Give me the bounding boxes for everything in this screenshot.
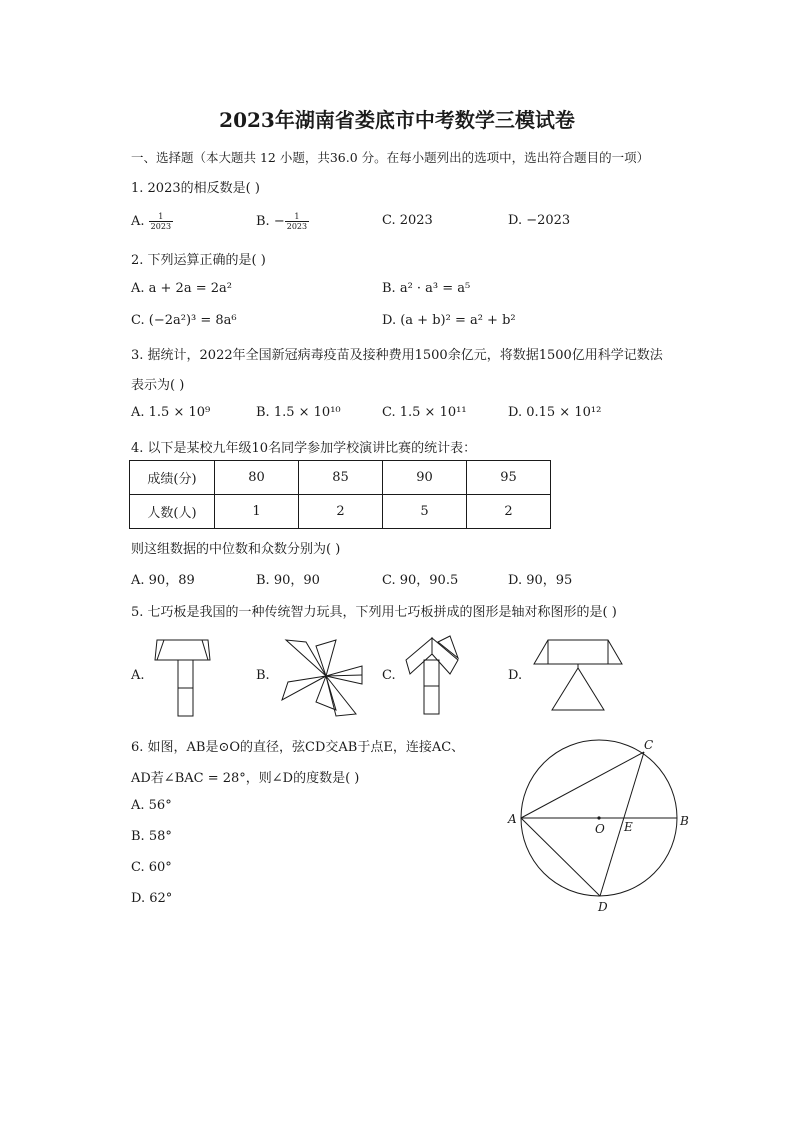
- q1-b-numerator: 1: [285, 212, 309, 222]
- q4-option-c: C. 90，90.5: [382, 573, 459, 588]
- label-o: O: [595, 822, 605, 836]
- q4-option-a: A. 90，89: [131, 573, 195, 588]
- q2-option-d: D. (a + b)² = a² + b²: [382, 313, 516, 328]
- q4-stem: 4. 以下是某校九年级10名同学参加学校演讲比赛的统计表：: [131, 441, 477, 456]
- table-row: [130, 495, 551, 529]
- q6-option-c: C. 60°: [131, 860, 172, 875]
- q2-option-c: C. (−2a²)³ = 8a⁶: [131, 313, 237, 328]
- q6-option-d: D. 62°: [131, 891, 173, 906]
- q1-a-numerator: 1: [149, 212, 173, 222]
- label-e: E: [624, 820, 633, 834]
- q3-option-b: B. 1.5 × 10¹⁰: [256, 405, 341, 420]
- table-row: [130, 461, 551, 495]
- q2-option-a: A. a + 2a = 2a²: [131, 281, 232, 296]
- section-heading: 一、选择题（本大题共 12 小题，共36.0 分。在每小题列出的选项中，选出符合题目的一项）: [131, 150, 650, 165]
- q4-followup: 则这组数据的中位数和众数分别为( ): [131, 542, 341, 557]
- q1-option-b-fraction: [285, 212, 309, 231]
- q4-option-b: B. 90，90: [256, 573, 320, 588]
- q1-option-d: D. −2023: [508, 213, 571, 228]
- table-cell: 85: [299, 461, 383, 495]
- q1-option-a-fraction: [149, 212, 173, 231]
- tangram-figure-a: [150, 636, 220, 718]
- circle-geometry-figure: [500, 735, 700, 920]
- q1-option-a: [131, 212, 173, 231]
- q1-option-b: [256, 212, 309, 231]
- q6-option-b: B. 58°: [131, 829, 172, 844]
- q6-option-a: A. 56°: [131, 798, 172, 813]
- table-cell: 2: [299, 495, 383, 529]
- table-cell: 5: [383, 495, 467, 529]
- q3-stem-line1: 3. 据统计，2022年全国新冠病毒疫苗及接种费用1500余亿元，将数据1500亿用科学记数法: [131, 348, 663, 363]
- q5-option-b-label: B.: [256, 668, 270, 683]
- q1-option-b-sign: −: [273, 214, 285, 229]
- q1-stem: 1. 2023的相反数是( ): [131, 181, 260, 196]
- table-cell: 80: [215, 461, 299, 495]
- q1-option-c: C. 2023: [382, 213, 433, 228]
- chord-ac: [521, 752, 644, 818]
- label-c: C: [644, 738, 654, 752]
- q5-option-a-label: A.: [131, 668, 145, 683]
- q3-option-a: A. 1.5 × 10⁹: [131, 405, 211, 420]
- q3-stem-line2: 表示为( ): [131, 378, 185, 393]
- q6-stem-line2: AD若∠BAC = 28°，则∠D的度数是( ): [131, 771, 360, 786]
- center-point: [597, 816, 600, 819]
- label-b: B: [680, 814, 689, 828]
- q1-option-b-label: B.: [256, 214, 270, 229]
- q1-b-denominator: 2023: [286, 222, 308, 231]
- table-cell: 成绩(分): [130, 461, 215, 495]
- score-table: [129, 460, 551, 529]
- chord-cd: [600, 752, 644, 896]
- q2-stem: 2. 下列运算正确的是( ): [131, 253, 266, 268]
- q1-option-a-label: A.: [131, 214, 145, 229]
- q1-a-denominator: 2023: [150, 222, 172, 231]
- label-d: D: [598, 900, 608, 914]
- table-cell: 2: [467, 495, 551, 529]
- chord-ad: [521, 818, 600, 896]
- table-cell: 1: [215, 495, 299, 529]
- q4-option-d: D. 90，95: [508, 573, 573, 588]
- tangram-figure-c: [402, 634, 464, 720]
- q5-stem: 5. 七巧板是我国的一种传统智力玩具，下列用七巧板拼成的图形是轴对称图形的是( ): [131, 605, 617, 620]
- page-title: 2023年湖南省娄底市中考数学三模试卷: [219, 108, 575, 132]
- q3-option-d: D. 0.15 × 10¹²: [508, 405, 602, 420]
- table-cell: 人数(人): [130, 495, 215, 529]
- tangram-figure-b: [276, 638, 366, 718]
- table-cell: 95: [467, 461, 551, 495]
- q6-stem-line1: 6. 如图，AB是⊙O的直径，弦CD交AB于点E，连接AC、: [131, 740, 465, 755]
- q2-option-b: B. a² · a³ = a⁵: [382, 281, 471, 296]
- q5-option-d-label: D.: [508, 668, 523, 683]
- table-cell: 90: [383, 461, 467, 495]
- q5-option-c-label: C.: [382, 668, 396, 683]
- q3-option-c: C. 1.5 × 10¹¹: [382, 405, 467, 420]
- label-a: A: [508, 812, 517, 826]
- tangram-figure-d: [528, 636, 624, 716]
